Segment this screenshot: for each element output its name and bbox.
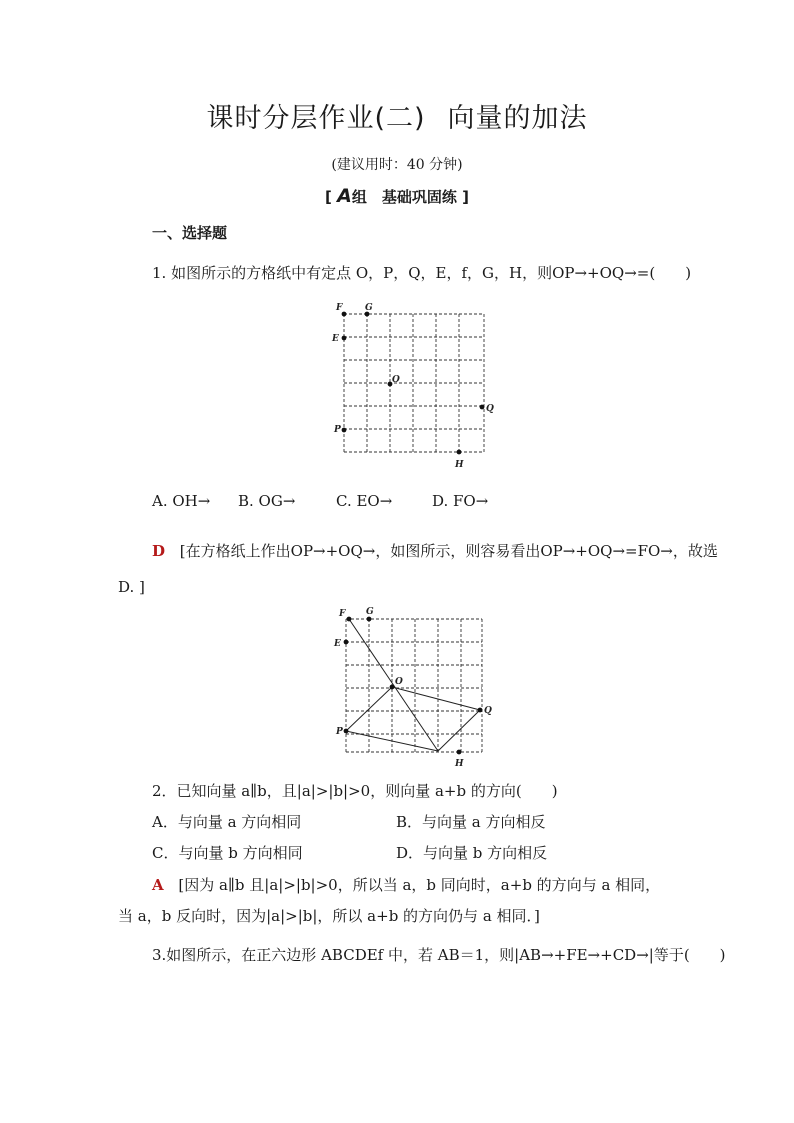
title-topic: 向量的加法 (447, 103, 588, 134)
label-e: E (334, 639, 341, 649)
q2-answer-letter: A (152, 876, 164, 894)
label-h: H (455, 460, 464, 470)
q1-stem: 1. 如图所示的方格纸中有定点 O，P，Q，E，f，G，H，则OP→+OQ→=( ) (152, 264, 692, 282)
q3-stem: 3.如图所示，在正六边形 ABCDEf 中，若 AB＝1，则|AB→+FE→+CD→|等于( ) (152, 946, 726, 964)
point-p (344, 729, 349, 734)
label-p: P (334, 425, 341, 435)
solution-grid-lines (346, 619, 482, 752)
point-e (344, 640, 349, 645)
point-f (347, 617, 352, 622)
bracket-open: [ (325, 188, 332, 206)
label-g: G (365, 303, 373, 313)
q1-explanation-line1: [在方格纸上作出OP→+OQ→，如图所示，则容易看出OP→+OQ→=FO→，故选 (179, 542, 718, 560)
q2-explanation-line1: [因为 a∥b 且|a|>|b|>0，所以当 a，b 同向时，a+b 的方向与 a 相同， (178, 876, 661, 894)
point-o (390, 685, 395, 690)
point-p (342, 428, 347, 433)
vector-oq (392, 687, 480, 710)
point-h (457, 750, 462, 755)
q1-explanation-line2: D. ] (118, 578, 145, 596)
q1-grid-figure (325, 298, 505, 473)
label-g: G (366, 607, 374, 617)
solution-vectors (346, 619, 480, 751)
bracket-close: ] (462, 188, 469, 206)
q1-option-b: B. OG→ (238, 492, 296, 510)
label-o: O (392, 375, 400, 385)
q2-option-a: A．与向量 a 方向相同 (152, 813, 302, 831)
q1-explanation (152, 540, 718, 561)
label-f: F (339, 609, 346, 619)
q2-explanation-line2: 当 a，b 反向时，因为|a|>|b|，所以 a+b 的方向仍与 a 相同．] (118, 907, 540, 925)
group-heading (0, 185, 794, 207)
label-f: F (336, 303, 343, 313)
group-badge: A (337, 185, 352, 207)
q1-solution-figure (325, 600, 505, 772)
q2-explanation (152, 874, 660, 895)
q1-option-c: C. EO→ (336, 492, 393, 510)
label-h: H (455, 759, 464, 769)
suggested-time: (建议用时：40 分钟) (331, 157, 463, 173)
parallelogram-side-q (438, 710, 480, 751)
q2-option-d: D．与向量 b 方向相反 (396, 844, 548, 862)
q1-answer-letter: D (152, 542, 166, 560)
q2-option-c: C．与向量 b 方向相同 (152, 844, 303, 862)
group-label: 组 基础巩固练 (351, 188, 457, 206)
point-h (457, 450, 462, 455)
label-e: E (332, 334, 339, 344)
vector-fo-resultant (349, 619, 438, 751)
title-main: 课时分层作业(二) (206, 103, 426, 134)
label-o: O (395, 677, 403, 687)
q1-option-a: A. OH→ (152, 492, 211, 510)
point-q (478, 708, 483, 713)
q1-option-d: D. FO→ (432, 492, 489, 510)
point-e (342, 336, 347, 341)
label-q: Q (484, 706, 492, 716)
label-p: P (336, 727, 343, 737)
q2-option-b: B．与向量 a 方向相反 (396, 813, 546, 831)
point-g (367, 617, 372, 622)
section-heading: 一、选择题 (152, 224, 228, 242)
point-q (480, 405, 485, 410)
grid-lines (344, 314, 484, 452)
page-title (0, 96, 794, 135)
label-q: Q (486, 404, 494, 414)
q2-stem: 2．已知向量 a∥b，且|a|>|b|>0，则向量 a+b 的方向( ) (152, 782, 558, 800)
